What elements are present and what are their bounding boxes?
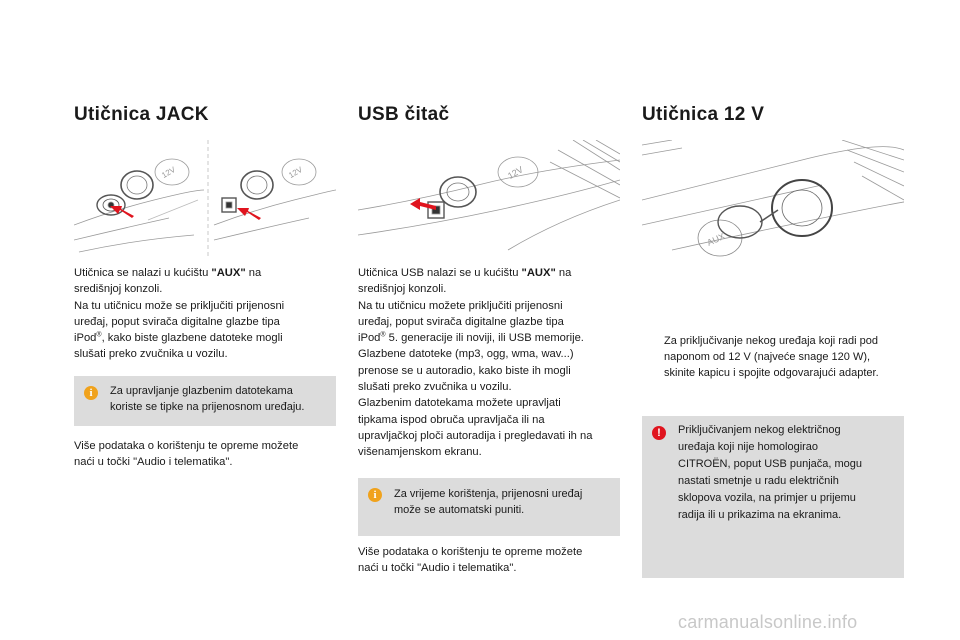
socket12v-heading: Utičnica 12 V bbox=[642, 104, 765, 125]
aux-label: "AUX" bbox=[211, 267, 246, 279]
socket12v-warning-box: ! Priključivanjem nekog električnog uređaja koji nije homologirao CITROËN, poput USB punjača, mogu nastati smetnje u radu električnih sklopova vozila, na primjer u prijemu radija ili u prikazima na ekranima. bbox=[642, 416, 904, 578]
warning-icon: ! bbox=[652, 426, 666, 440]
jack-socket-drawing bbox=[74, 140, 336, 258]
usb-info-box: i Za vrijeme korištenja, prijenosni uređaj može se automatski puniti. bbox=[358, 478, 620, 536]
usb-socket-drawing bbox=[358, 140, 620, 258]
watermark: carmanualsonline.info bbox=[678, 612, 858, 632]
jack-illustration bbox=[74, 140, 336, 258]
svg-text:12V: 12V bbox=[505, 164, 525, 181]
jack-heading: Utičnica JACK bbox=[74, 104, 209, 125]
socket12v-drawing bbox=[642, 140, 904, 258]
svg-text:12V: 12V bbox=[160, 165, 177, 180]
jack-info-box: i Za upravljanje glazbenim datotekama koriste se tipke na prijenosnom uređaju. bbox=[74, 376, 336, 426]
info-icon: i bbox=[368, 488, 382, 502]
jack-description: Utičnica se nalazi u kućištu "AUX" na središnjoj konzoli. Na tu utičnicu može se priključiti prijenosni uređaj, poput svirača digitalne glazbe tipa iPod®, kako biste glazbene datoteke mogli slušati preko zvučnika u vozilu. bbox=[74, 267, 285, 361]
jack-more-info: Više podataka o korištenju te opreme možete naći u točki "Audio i telematika". bbox=[74, 440, 299, 469]
socket12v-illustration bbox=[642, 140, 904, 258]
svg-text:12V: 12V bbox=[287, 165, 304, 180]
usb-heading: USB čitač bbox=[358, 104, 450, 125]
info-icon: i bbox=[84, 386, 98, 400]
usb-illustration bbox=[358, 140, 620, 258]
svg-text:AUX: AUX bbox=[705, 230, 727, 248]
aux-label: "AUX" bbox=[521, 267, 556, 279]
usb-more-info: Više podataka o korištenju te opreme možete naći u točki "Audio i telematika". bbox=[358, 546, 583, 575]
usb-description: Utičnica USB nalazi se u kućištu "AUX" na središnjoj konzoli. Na tu utičnicu možete priključiti prijenosni uređaj, poput svirača digitalne glazbe tipa iPod® 5. generacije ili noviji, ili USB memorije. Glazbene datoteke (mp3, ogg, wma, wav...) prenose se u autoradio, kako biste ih mogli slušati preko zvučnika u vozilu. Glazbenim datotekama možete upravljati tipkama ispod obruča upravljača ili na upravljačkoj ploči autoradija i pregledavati ih na višenamjenskom ekranu. bbox=[358, 267, 593, 459]
